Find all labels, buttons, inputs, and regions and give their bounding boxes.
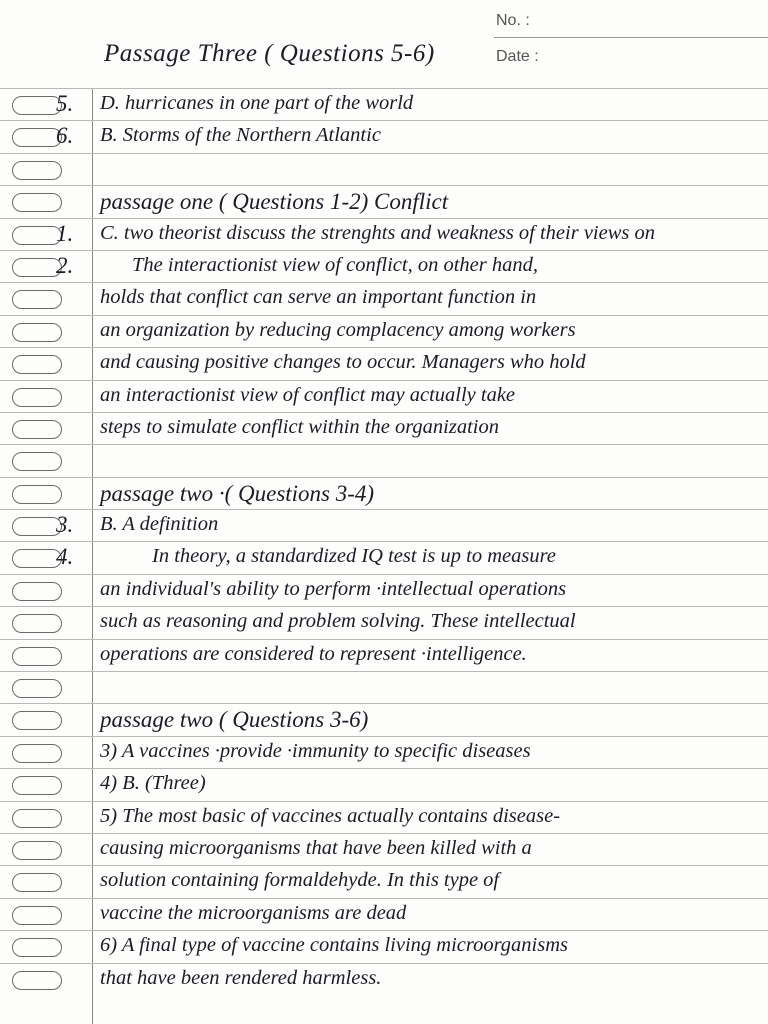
note-line [0, 930, 768, 962]
note-line [0, 185, 768, 217]
note-line [0, 315, 768, 347]
note-line [0, 477, 768, 509]
note-text: an individual's ability to perform ·intellectual operations [100, 577, 567, 600]
section-heading: passage one ( Questions 1-2) Conflict [100, 189, 449, 215]
binder-ring-icon [12, 614, 62, 633]
question-number: 1. [56, 220, 74, 246]
question-number: 5. [56, 91, 74, 116]
note-line [0, 898, 768, 930]
binder-ring-icon [12, 971, 62, 990]
binder-ring-icon [12, 776, 62, 795]
binder-ring-icon [12, 809, 62, 828]
binder-ring-icon [12, 452, 62, 471]
binder-ring-icon [12, 388, 62, 407]
note-line [0, 509, 768, 541]
ruled-lines [0, 88, 768, 995]
section-heading: passage two ( Questions 3-6) [100, 707, 369, 733]
note-text: 3) A vaccines ·provide ·immunity to specific diseases [100, 739, 531, 762]
note-text: D. hurricanes in one part of the world [100, 92, 414, 114]
note-line [0, 801, 768, 833]
note-text: operations are considered to represent ·intelligence. [100, 642, 527, 665]
note-line [0, 736, 768, 768]
note-text: The interactionist view of conflict, on other hand, [132, 253, 538, 276]
note-line [0, 963, 768, 995]
note-line [0, 218, 768, 250]
binder-ring-icon [12, 290, 62, 309]
binder-ring-icon [12, 873, 62, 892]
binder-ring-icon [12, 323, 62, 342]
binder-ring-icon [12, 744, 62, 763]
question-number: 6. [56, 123, 74, 149]
binder-ring-icon [12, 96, 62, 115]
question-number: 2. [56, 252, 74, 278]
note-text: 4) B. (Three) [100, 772, 206, 795]
note-line [0, 639, 768, 671]
note-text: vaccine the microorganisms are dead [100, 901, 407, 924]
note-line [0, 250, 768, 282]
note-line [0, 703, 768, 735]
note-line [0, 412, 768, 444]
note-text: In theory, a standardized IQ test is up to measure [152, 545, 556, 568]
note-line [0, 380, 768, 412]
note-text: B. A definition [100, 513, 219, 536]
binder-ring-icon [12, 549, 62, 568]
note-text: B. Storms of the Northern Atlantic [100, 124, 381, 147]
binder-ring-icon [12, 258, 62, 277]
note-text: and causing positive changes to occur. Managers who hold [100, 351, 586, 374]
binder-ring-icon [12, 420, 62, 439]
question-number: 3. [56, 512, 74, 538]
note-text: such as reasoning and problem solving. These intellectual [100, 610, 576, 633]
note-text: solution containing formaldehyde. In this type of [100, 869, 500, 892]
note-line [0, 88, 768, 120]
binder-ring-icon [12, 711, 62, 730]
binder-ring-icon [12, 938, 62, 957]
note-line [0, 153, 768, 185]
question-number: 4. [56, 544, 74, 570]
binder-ring-icon [12, 193, 62, 212]
page-heading: Passage Three ( Questions 5-6) [104, 40, 435, 67]
binder-ring-icon [12, 517, 62, 536]
binder-ring-icon [12, 128, 62, 147]
note-line [0, 574, 768, 606]
note-text: 6) A final type of vaccine contains living microorganisms [100, 934, 569, 957]
date-label: Date : [496, 48, 539, 65]
note-line [0, 865, 768, 897]
note-line [0, 541, 768, 573]
binder-ring-icon [12, 679, 62, 698]
binder-ring-icon [12, 485, 62, 504]
note-text: holds that conflict can serve an important function in [100, 286, 537, 309]
binder-ring-icon [12, 226, 62, 245]
note-text: steps to simulate conflict within the organization [100, 415, 499, 438]
note-line [0, 120, 768, 152]
section-heading: passage two ·( Questions 3-4) [100, 480, 375, 506]
note-text: C. two theorist discuss the strenghts and weakness of their views on [100, 221, 656, 244]
note-text: 5) The most basic of vaccines actually contains disease- [100, 804, 561, 827]
note-line [0, 671, 768, 703]
number-label: No. : [496, 12, 530, 29]
note-line [0, 768, 768, 800]
note-text: an interactionist view of conflict may actually take [100, 383, 516, 406]
binder-ring-icon [12, 647, 62, 666]
binder-ring-icon [12, 582, 62, 601]
note-line [0, 282, 768, 314]
note-line [0, 347, 768, 379]
note-text: an organization by reducing complacency among workers [100, 318, 576, 341]
note-text: that have been rendered harmless. [100, 966, 382, 989]
note-line [0, 606, 768, 638]
number-line [494, 37, 768, 38]
binder-ring-icon [12, 355, 62, 374]
binder-ring-icon [12, 906, 62, 925]
binder-ring-icon [12, 161, 62, 180]
note-line [0, 444, 768, 476]
binder-ring-icon [12, 841, 62, 860]
note-line [0, 833, 768, 865]
note-text: causing microorganisms that have been killed with a [100, 836, 532, 859]
